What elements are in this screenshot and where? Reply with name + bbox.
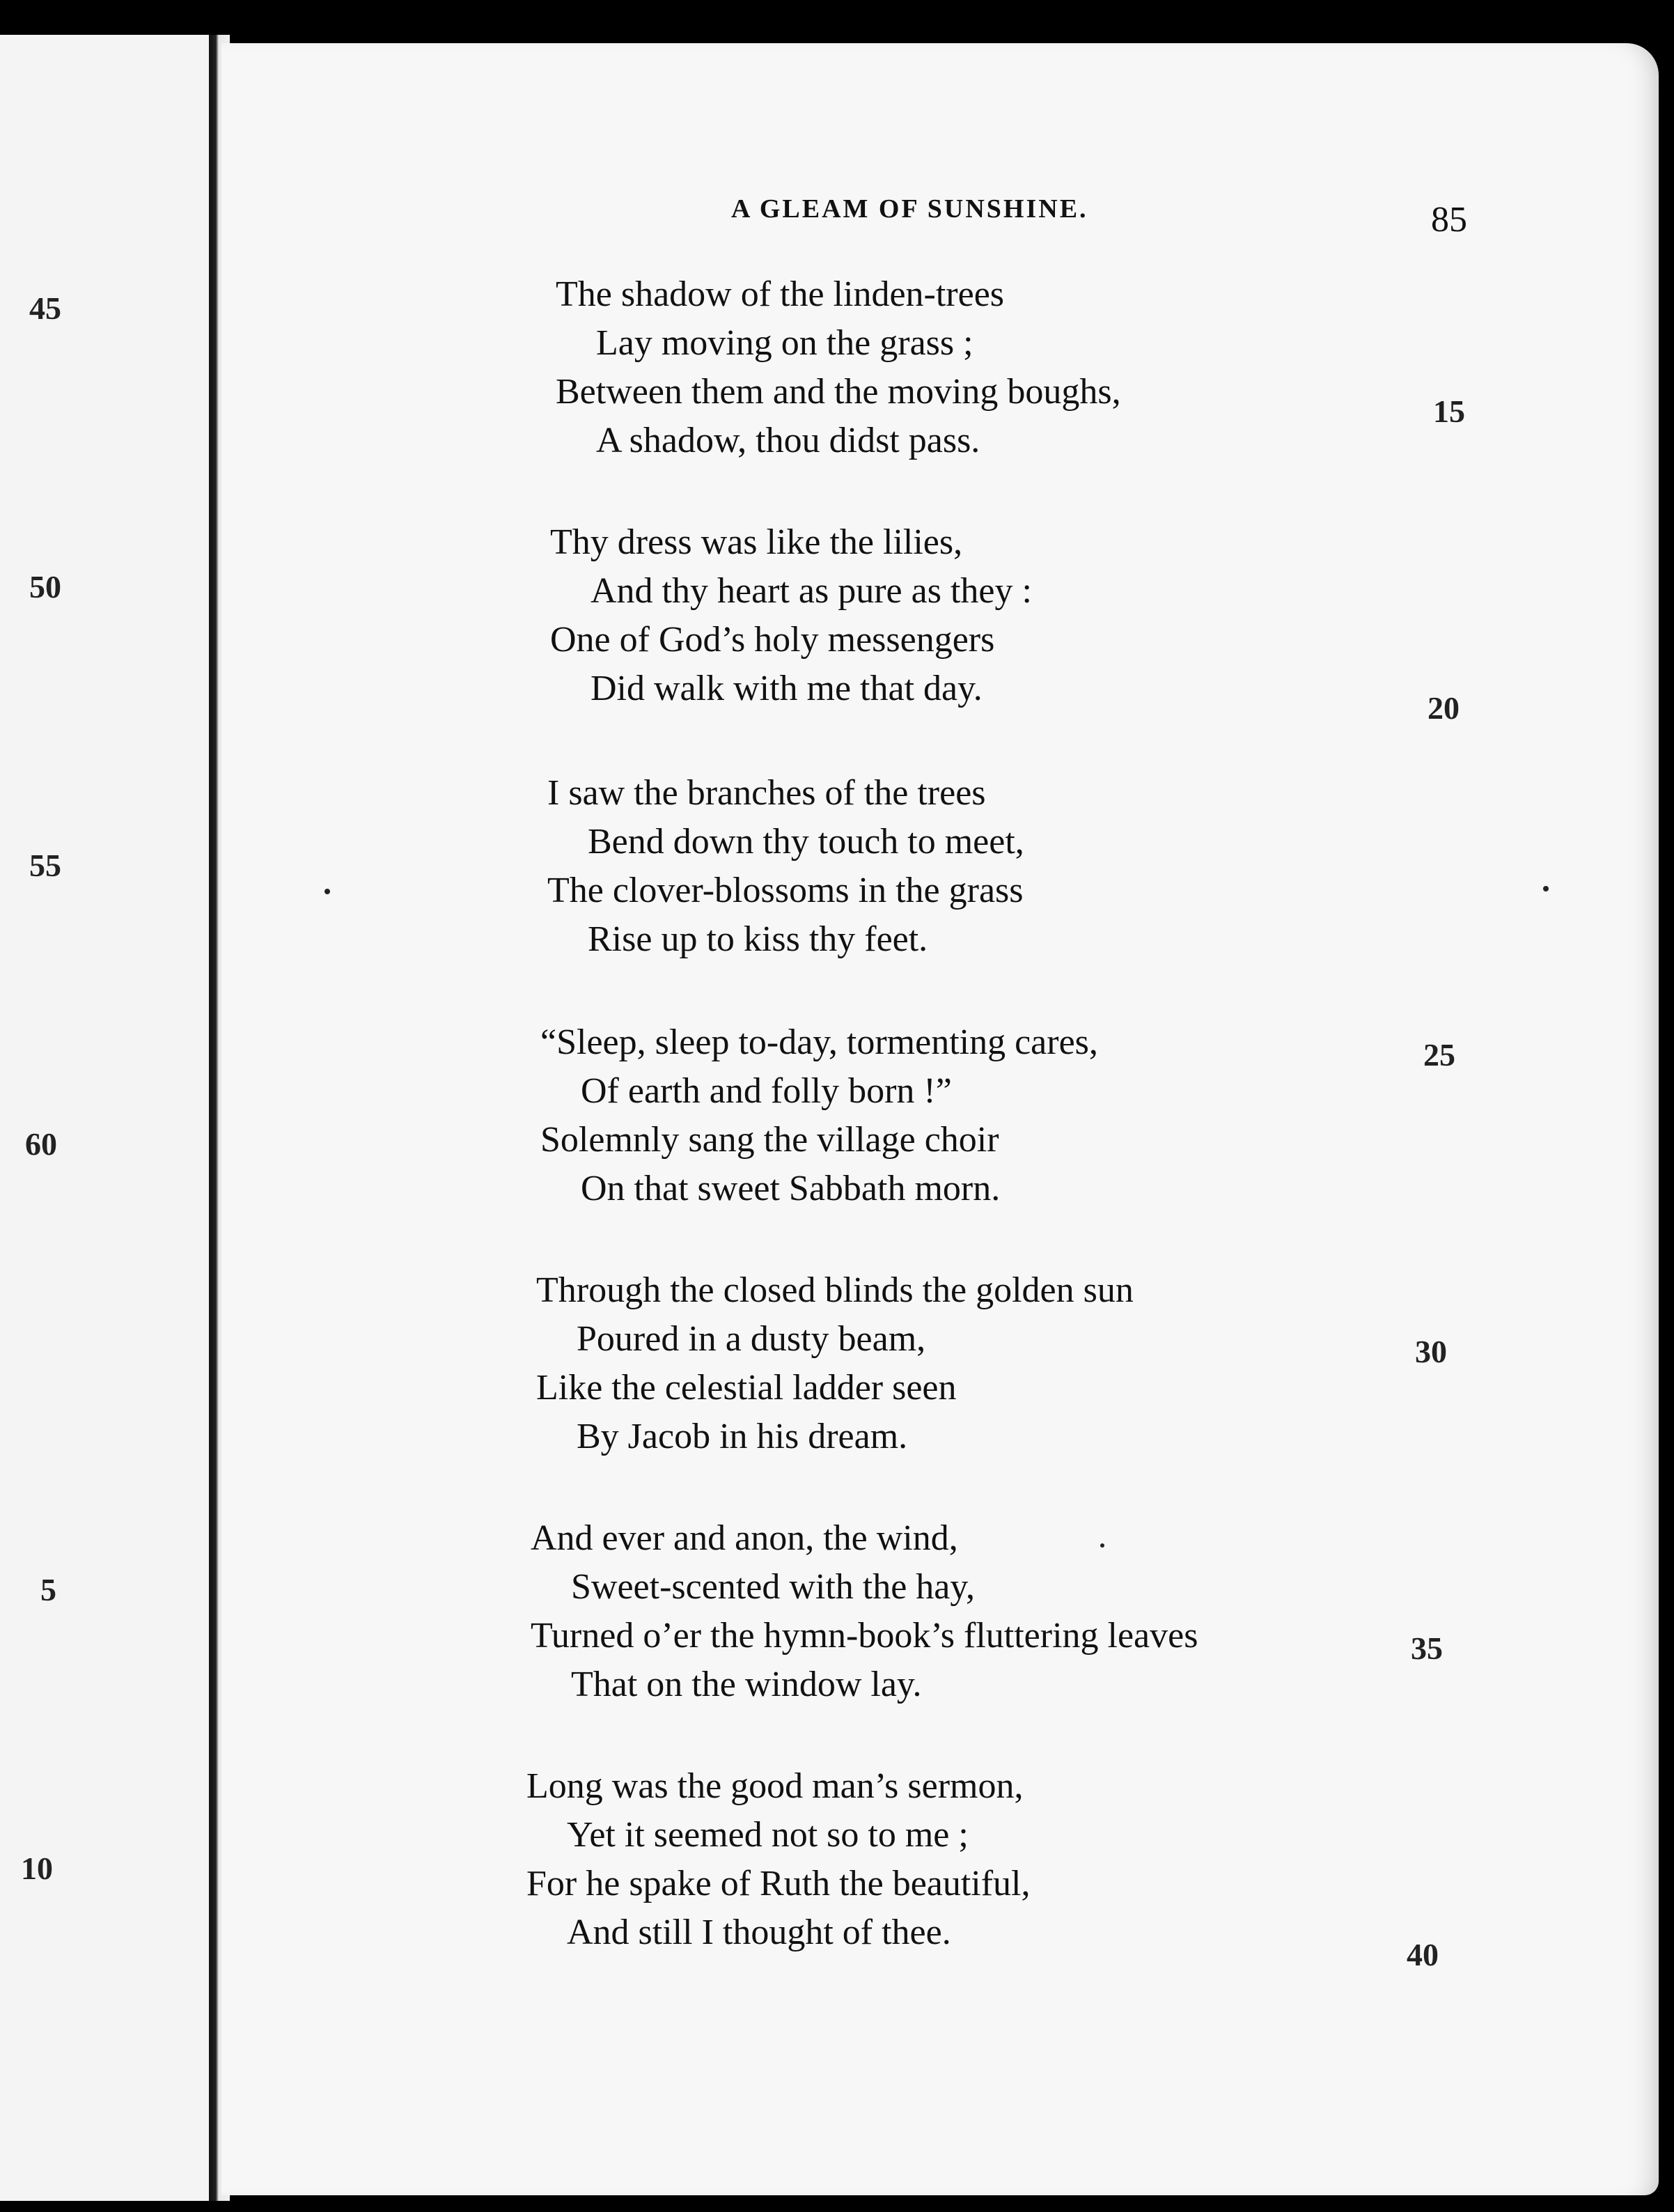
poem-line: That on the window lay. [571, 1665, 922, 1704]
poem-line: The shadow of the linden-trees [556, 274, 1005, 314]
poem-line: Sweet-scented with the hay, [571, 1567, 975, 1607]
scan-top-border [0, 0, 1674, 43]
right-line-number: 20 [1427, 690, 1460, 726]
ink-speck [324, 889, 330, 894]
stanza-7 [526, 1762, 1031, 1957]
stanza-5 [536, 1266, 1134, 1461]
poem-line: Poured in a dusty beam, [577, 1319, 926, 1359]
poem-line: Of earth and folly born !” [581, 1071, 952, 1111]
stanza-2 [550, 518, 1032, 713]
poem-line: Bend down thy touch to meet, [588, 822, 1024, 862]
ink-speck [1543, 886, 1549, 891]
poem-line: On that sweet Sabbath morn. [581, 1169, 1001, 1208]
right-line-number: 35 [1411, 1630, 1443, 1666]
poem-line: Solemnly sang the village choir [540, 1120, 999, 1160]
stanza-1 [556, 270, 1121, 465]
left-page-edge [0, 35, 209, 2201]
poem-line: Long was the good man’s sermon, [526, 1766, 1024, 1806]
poem-line: Rise up to kiss thy feet. [588, 919, 928, 959]
poem-line: One of God’s holy messengers [550, 620, 995, 660]
poem-line: And still I thought of thee. [567, 1913, 951, 1952]
left-line-number: 45 [29, 290, 61, 326]
poem-line: By Jacob in his dream. [577, 1417, 908, 1456]
left-line-number: 5 [40, 1572, 56, 1607]
right-line-number: 30 [1415, 1334, 1447, 1369]
left-line-number: 50 [29, 569, 61, 605]
right-line-number: 25 [1423, 1037, 1455, 1073]
poem-line: And ever and anon, the wind, [531, 1518, 958, 1558]
ink-speck [1100, 1543, 1104, 1548]
poem-line: Thy dress was like the lilies, [550, 522, 963, 562]
poem-line: Between them and the moving boughs, [556, 372, 1121, 412]
page-number: 85 [1431, 200, 1467, 240]
poem-line: A shadow, thou didst pass. [596, 421, 980, 460]
stanza-4 [540, 1018, 1098, 1213]
poem-line: And thy heart as pure as they : [590, 571, 1032, 611]
poem-line: Through the closed blinds the golden sun [536, 1270, 1134, 1310]
poem-line: “Sleep, sleep to-day, tormenting cares, [540, 1022, 1098, 1062]
poem-line: For he spake of Ruth the beautiful, [526, 1864, 1031, 1903]
poem-line: Did walk with me that day. [590, 669, 983, 708]
poem-line: I saw the branches of the trees [547, 773, 986, 813]
right-line-number: 40 [1407, 1937, 1439, 1972]
right-line-number: 15 [1433, 394, 1465, 429]
stanza-3 [547, 769, 1024, 964]
running-title: A GLEAM OF SUNSHINE. [731, 194, 1088, 224]
left-line-number: 10 [21, 1851, 53, 1886]
poem-line: Lay moving on the grass ; [596, 323, 973, 363]
poem-line: Yet it seemed not so to me ; [567, 1815, 969, 1855]
stanza-6 [531, 1514, 1198, 1709]
poem-line: The clover-blossoms in the grass [547, 871, 1024, 910]
left-line-number: 55 [29, 848, 61, 883]
poem-line: Turned o’er the hymn-book’s fluttering leaves [531, 1616, 1198, 1656]
poem-line: Like the celestial ladder seen [536, 1368, 957, 1408]
left-line-number: 60 [25, 1126, 57, 1162]
